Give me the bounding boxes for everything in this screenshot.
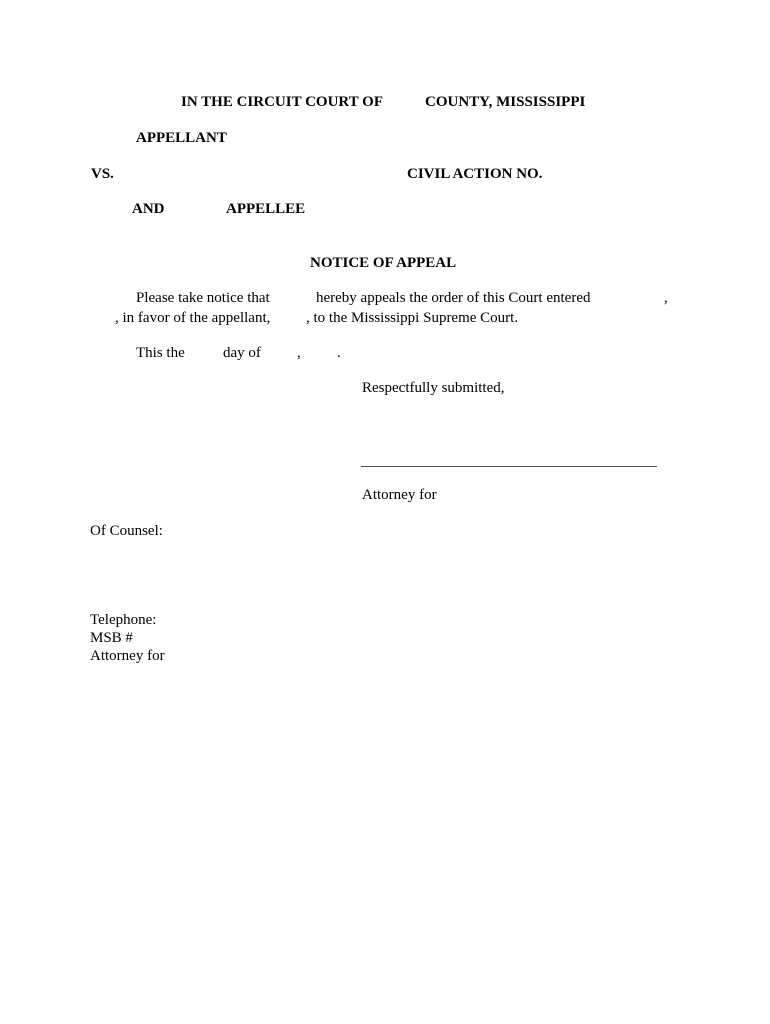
notice-title: NOTICE OF APPEAL [310, 255, 457, 271]
closing-text: Respectfully submitted, [362, 380, 505, 396]
body-line2-part1: , in favor of the appellant, [115, 310, 271, 326]
of-counsel-label: Of Counsel: [90, 523, 163, 539]
body-line2-part2: , to the Mississippi Supreme Court. [306, 310, 519, 326]
appellee-label: APPELLEE [226, 201, 306, 217]
signature-line [361, 466, 657, 467]
body-line1-part1: Please take notice that [136, 290, 270, 306]
day-of-label: day of [223, 345, 261, 361]
and-label: AND [132, 201, 165, 217]
msb-label: MSB # [90, 630, 133, 646]
civil-action-label: CIVIL ACTION NO. [407, 166, 543, 182]
dated-period: . [337, 345, 341, 361]
versus-label: VS. [91, 166, 114, 182]
telephone-label: Telephone: [90, 612, 157, 628]
signature-attorney-for: Attorney for [362, 487, 437, 503]
court-header-suffix: COUNTY, MISSISSIPPI [425, 94, 586, 110]
this-the-label: This the [136, 345, 185, 361]
court-header-prefix: IN THE CIRCUIT COURT OF [181, 94, 384, 110]
body-line1-part2: hereby appeals the order of this Court entered [316, 290, 591, 306]
appellant-label: APPELLANT [136, 130, 227, 146]
counsel-attorney-for: Attorney for [90, 648, 165, 664]
dated-comma: , [297, 345, 301, 361]
body-line1-comma: , [664, 290, 668, 306]
